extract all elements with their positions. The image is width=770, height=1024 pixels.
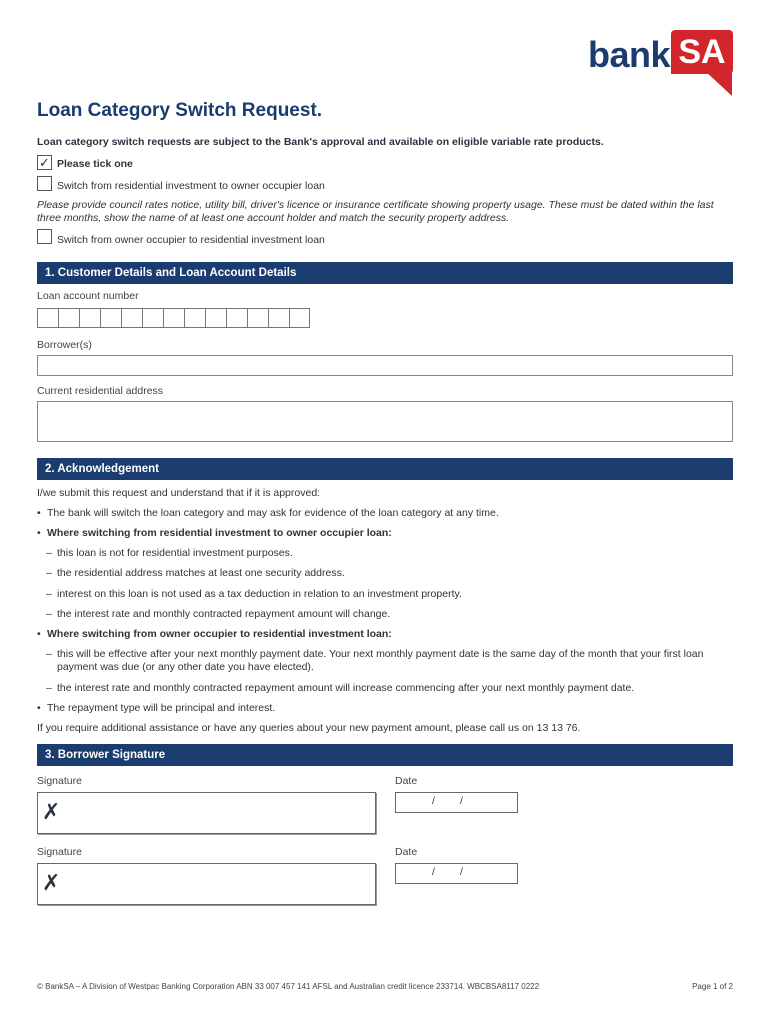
date-1-field[interactable] bbox=[395, 792, 518, 813]
page-number: Page 1 of 2 bbox=[692, 982, 733, 991]
evidence-note: Please provide council rates notice, utility bill, driver's licence or insurance certificate showing property usage. These must be dated within the last three months, show the name of at least one account holder and match the security property address. bbox=[37, 199, 714, 224]
date-separator: / bbox=[460, 866, 463, 878]
dash-marker: – bbox=[46, 567, 52, 579]
dash-marker: – bbox=[46, 648, 52, 660]
signature-1-field[interactable] bbox=[37, 792, 376, 834]
bullet-marker: • bbox=[37, 702, 41, 714]
option-owner-to-res-label: Switch from owner occupier to residential investment loan bbox=[57, 234, 325, 246]
ack-b2-item-3: interest on this loan is not used as a tax deduction in relation to an investment property. bbox=[57, 588, 462, 600]
ack-bullet-1: The bank will switch the loan category and may ask for evidence of the loan category at any time. bbox=[47, 507, 499, 519]
logo-bank-text: bank bbox=[588, 34, 671, 75]
ack-b2-item-2: the residential address matches at least one security address. bbox=[57, 567, 345, 579]
address-field[interactable] bbox=[37, 401, 733, 442]
subtitle: Loan category switch requests are subject to the Bank's approval and available on eligible variable rate products. bbox=[37, 136, 604, 148]
section-1-header: 1. Customer Details and Loan Account Details bbox=[37, 262, 733, 284]
signature-1-label: Signature bbox=[37, 775, 82, 787]
account-digit-box[interactable] bbox=[100, 308, 121, 328]
dash-marker: – bbox=[46, 608, 52, 620]
ack-b3-item-1: this will be effective after your next monthly payment date. Your next monthly payment date is the same day of the month that your first loan payment was due (or any other date you have elected). bbox=[57, 648, 704, 673]
option-res-to-owner-label: Switch from residential investment to owner occupier loan bbox=[57, 180, 325, 192]
borrowers-label: Borrower(s) bbox=[37, 339, 92, 351]
account-digit-box[interactable] bbox=[247, 308, 268, 328]
ack-bullet-4: The repayment type will be principal and interest. bbox=[47, 702, 276, 714]
tick-example-checkbox: ✓ bbox=[37, 155, 52, 170]
account-digit-box[interactable] bbox=[163, 308, 184, 328]
account-digit-box[interactable] bbox=[37, 308, 58, 328]
ack-bullet-2-heading: Where switching from residential investment to owner occupier loan: bbox=[47, 527, 392, 539]
account-digit-box[interactable] bbox=[289, 308, 310, 328]
date-separator: / bbox=[432, 795, 435, 807]
dash-marker: – bbox=[46, 547, 52, 559]
date-separator: / bbox=[432, 866, 435, 878]
section-3-header: 3. Borrower Signature bbox=[37, 744, 733, 766]
account-digit-box[interactable] bbox=[142, 308, 163, 328]
account-digit-box[interactable] bbox=[184, 308, 205, 328]
ack-closing: If you require additional assistance or have any queries about your new payment amount, please call us on 13 13 76. bbox=[37, 722, 581, 734]
account-digit-box[interactable] bbox=[226, 308, 247, 328]
ack-b2-item-4: the interest rate and monthly contracted repayment amount will change. bbox=[57, 608, 391, 620]
ack-intro: I/we submit this request and understand that if it is approved: bbox=[37, 487, 321, 499]
account-digit-box[interactable] bbox=[205, 308, 226, 328]
bullet-marker: • bbox=[37, 628, 41, 640]
loan-account-label: Loan account number bbox=[37, 290, 139, 302]
signature-2-label: Signature bbox=[37, 846, 82, 858]
logo-tail-shape bbox=[704, 70, 732, 96]
date-2-field[interactable] bbox=[395, 863, 518, 884]
section-2-header: 2. Acknowledgement bbox=[37, 458, 733, 480]
account-digit-box[interactable] bbox=[58, 308, 79, 328]
dash-marker: – bbox=[46, 588, 52, 600]
address-label: Current residential address bbox=[37, 385, 164, 397]
signature-2-field[interactable] bbox=[37, 863, 376, 905]
account-digit-box[interactable] bbox=[79, 308, 100, 328]
sign-here-icon: ✗ bbox=[42, 870, 61, 895]
loan-account-number-boxes[interactable] bbox=[37, 308, 310, 328]
option-owner-to-res-checkbox[interactable] bbox=[37, 229, 52, 244]
option-res-to-owner-checkbox[interactable] bbox=[37, 176, 52, 191]
ack-b2-item-1: this loan is not for residential investment purposes. bbox=[57, 547, 293, 559]
account-digit-box[interactable] bbox=[268, 308, 289, 328]
sign-here-icon: ✗ bbox=[42, 799, 61, 824]
date-1-label: Date bbox=[395, 775, 418, 787]
borrowers-field[interactable] bbox=[37, 355, 733, 376]
ack-b3-item-2: the interest rate and monthly contracted repayment amount will increase commencing after your next monthly payment date. bbox=[57, 682, 635, 694]
date-separator: / bbox=[460, 795, 463, 807]
bullet-marker: • bbox=[37, 527, 41, 539]
dash-marker: – bbox=[46, 682, 52, 694]
date-2-label: Date bbox=[395, 846, 418, 858]
logo-sa-badge: SA bbox=[671, 30, 733, 74]
tick-instruction-label: Please tick one bbox=[57, 158, 133, 170]
footer-legal: © BankSA – A Division of Westpac Banking Corporation ABN 33 007 457 141 AFSL and Australian credit licence 233714. WBCBSA8117 0222 bbox=[37, 982, 540, 991]
bullet-marker: • bbox=[37, 507, 41, 519]
banksa-logo bbox=[588, 30, 736, 100]
page-title: Loan Category Switch Request. bbox=[37, 100, 323, 121]
ack-bullet-3-heading: Where switching from owner occupier to residential investment loan: bbox=[47, 628, 392, 640]
account-digit-box[interactable] bbox=[121, 308, 142, 328]
